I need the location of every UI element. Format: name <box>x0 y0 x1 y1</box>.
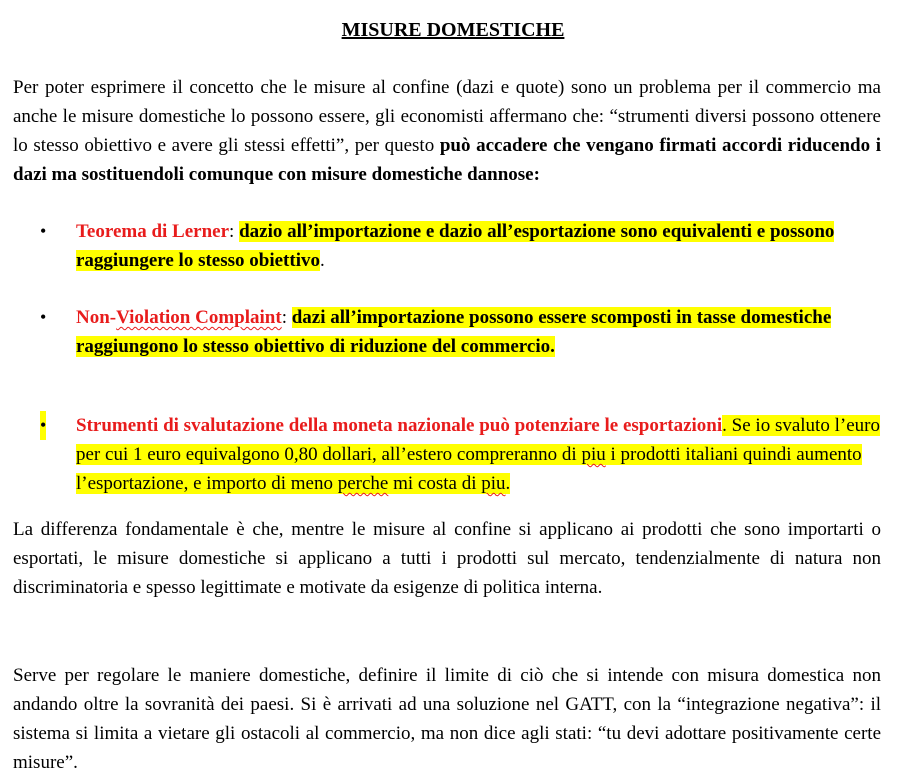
bullet-highlight-text: dazi all’importazione possono essere scomposti in tasse domestiche raggiungono lo stesso obiettivo di riduzione del commercio. <box>76 307 832 357</box>
bullet-item-non-violation <box>76 303 886 361</box>
bullet-separator: : <box>281 307 292 328</box>
spellcheck-word: piu <box>581 444 606 465</box>
bullet-text-b: i prodotti italiani quindi aumento l’esportazione, e importo di meno <box>76 444 862 494</box>
bullet-item-lerner <box>76 217 886 275</box>
spellcheck-word: piu <box>481 473 506 494</box>
intro-paragraph <box>13 73 881 189</box>
paragraph-differenza: La differenza fondamentale è che, mentre le misure al confine si applicano ai prodotti che sono importarti o esportati, le misure domestiche si applicano a tutti i prodotti sul mercato, tendenzialmente di natura non discriminatoria e spesso legittimate e motivate da esigenze di politica interna. <box>13 519 881 598</box>
bullet-marker-1: • <box>40 221 47 241</box>
bullet-text-a: Se io svaluto l’euro per cui 1 euro equivalgono 0,80 dollari, all’estero compreranno di <box>76 415 880 465</box>
bullet-text-c: mi costa di <box>388 473 482 494</box>
intro-text: Per poter esprimere il concetto che le misure al confine (dazi e quote) sono un problema per il commercio ma anche le misure domestiche lo possono essere, gli economisti affermano che: “strumenti diversi possono ottenere lo stesso obiettivo e avere gli stessi effetti”, per questo <box>13 77 881 156</box>
spellcheck-word: perche <box>337 473 389 494</box>
bullet-separator: . <box>722 415 732 436</box>
bullet-marker-2: • <box>40 307 47 327</box>
bullet-marker-3: • <box>40 411 46 440</box>
bullet-term-prefix: Non- <box>76 307 117 328</box>
bullet-text-d: . <box>505 473 511 494</box>
bullet-item-svalutazione <box>76 411 886 498</box>
bullet-term-spellcheck: Violation Complaint <box>116 307 282 328</box>
paragraph-serve: Serve per regolare le maniere domestiche, definire il limite di ciò che si intende con misura domestica non andando oltre la sovranità dei paesi. Si è arrivati ad una soluzione nel GATT, con la “integrazione negativa”: il sistema si limita a vietare gli ostacoli al commercio, ma non dice agli stati: “tu devi adottare positivamente certe misure”. <box>13 665 881 773</box>
page-title: MISURE DOMESTICHE <box>341 19 565 41</box>
bullet-end: . <box>320 250 325 271</box>
bullet-term: Strumenti di svalutazione della moneta nazionale può potenziare le esportazioni <box>76 415 723 436</box>
bullet-term: Teorema di Lerner <box>76 221 230 242</box>
bullet-separator: : <box>229 221 240 242</box>
intro-bold-text: può accadere che vengano firmati accordi riducendo i dazi ma sostituendoli comunque con misure domestiche dannose: <box>13 135 881 185</box>
bullet-highlight-text: dazio all’importazione e dazio all’esportazione sono equivalenti e possono raggiungere lo stesso obiettivo <box>76 221 835 271</box>
